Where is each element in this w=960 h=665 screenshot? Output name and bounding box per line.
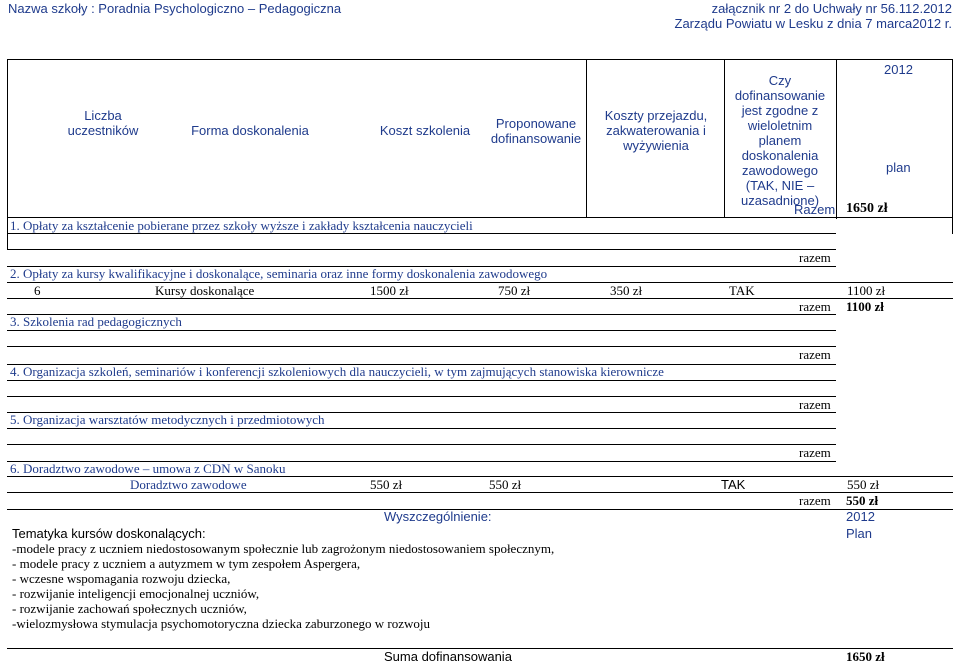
topic-item: -wielozmysłowa stymulacja psychomotoryczna dziecka zaburzonego w rozwoju [12, 616, 431, 631]
col-border-czy [724, 59, 725, 217]
row-border [7, 234, 8, 249]
suma-value: 1650 zł [846, 649, 885, 664]
section-3-razem-label: razem [799, 347, 831, 362]
s2-liczba: 6 [34, 283, 41, 298]
section5-header-border [7, 428, 836, 429]
attachment-line-2: Zarządu Powiatu w Lesku z dnia 7 marca2012 r. [674, 16, 952, 31]
header-razem-value: 1650 zł [846, 201, 888, 216]
s2-forma: Kursy doskonalące [155, 283, 255, 298]
col-header-plan: plan [886, 160, 911, 175]
header-razem-label: Razem [794, 202, 836, 217]
details-plan: Plan [846, 526, 873, 541]
col-header-liczba: Liczba uczestników [67, 107, 139, 138]
section-5-razem-label: razem [799, 445, 831, 460]
section-3-title: 3. Szkolenia rad pedagogicznych [10, 314, 182, 329]
s2-koszt: 1500 zł [370, 283, 409, 298]
section-4-razem-label: razem [799, 397, 831, 412]
section-4-title: 4. Organizacja szkoleń, seminariów i konferencji szkoleniowych dla nauczycieli, w tym zajmujących stanowiska kierownicze [10, 364, 664, 379]
topic-item: - modele pracy z uczniem a autyzmem w tym zespołem Aspergera, [12, 556, 361, 571]
col-header-proponowane: Proponowane dofinansowanie [490, 115, 582, 146]
section4-header-border [7, 380, 836, 381]
s2-przejazd: 350 zł [610, 283, 643, 298]
suma-label: Suma dofinansowania [384, 649, 512, 664]
col-header-forma: Forma doskonalenia [191, 122, 309, 138]
section-6-razem-label: razem [799, 493, 831, 508]
section1-empty-row-border [7, 249, 836, 250]
section-2-razem-label: razem [799, 299, 831, 314]
col-header-koszt: Koszt szkolenia [379, 122, 471, 138]
topics-title: Tematyka kursów doskonalących: [12, 526, 206, 541]
col-header-koszty-przejazdu: Koszty przejazdu, zakwaterowania i wyżywienia [604, 107, 708, 153]
s6-koszt: 550 zł [370, 477, 403, 492]
s6-zgodne: TAK [721, 477, 746, 492]
section3-header-border [7, 330, 836, 331]
s6-plan: 550 zł [847, 477, 880, 492]
attachment-line-1: załącznik nr 2 do Uchwały nr 56.112.2012 [711, 1, 952, 16]
s6-forma: Doradztwo zawodowe [130, 477, 247, 492]
col-header-czy-zgodne: Czy dofinansowanie jest zgodne z wieloletnim planem doskonalenia zawodowego (TAK, NIE – uzasadnione) [734, 72, 826, 208]
section-2-title: 2. Opłaty za kursy kwalifikacyjne i doskonalące, seminaria oraz inne formy doskonalenia zawodowego [10, 266, 548, 281]
school-name: Nazwa szkoły : Poradnia Psychologiczno – Pedagogiczna [8, 1, 342, 16]
topic-item: - wczesne wspomagania rozwoju dziecka, [12, 571, 231, 586]
section-1-title: 1. Opłaty za kształcenie pobierane przez szkoły wyższe i zakłady kształcenia nauczycieli [10, 218, 473, 233]
topic-item: - rozwijanie inteligencji emocjonalnej uczniów, [12, 586, 260, 601]
section-2-razem-value: 1100 zł [846, 299, 884, 314]
section-6-title: 6. Doradztwo zawodowe – umowa z CDN w Sanoku [10, 461, 286, 476]
s2-zgodne: TAK [729, 283, 755, 298]
col-border-left [7, 59, 8, 234]
section-1-razem-label: razem [799, 250, 831, 265]
col-header-year: 2012 [884, 62, 913, 77]
s6-proponowane: 550 zł [489, 477, 522, 492]
topic-item: - rozwijanie zachowań społecznych uczniów, [12, 601, 247, 616]
details-year: 2012 [846, 509, 875, 524]
details-heading: Wyszczególnienie: [384, 509, 492, 524]
s2-proponowane: 750 zł [498, 283, 531, 298]
col-border-plan [836, 59, 837, 219]
section5-row-border [7, 444, 836, 445]
section-6-razem-value: 550 zł [846, 493, 879, 508]
col-border-right [952, 59, 953, 234]
topic-item: -modele pracy z uczniem niedostosowanym społecznie lub zagrożonym niedostosowaniem społecznym, [12, 541, 555, 556]
section4-row-border [7, 396, 836, 397]
section-5-title: 5. Organizacja warsztatów metodycznych i przedmiotowych [10, 412, 325, 427]
section2-header-border [7, 282, 953, 283]
s2-plan: 1100 zł [847, 283, 886, 298]
section3-row-border [7, 346, 836, 347]
